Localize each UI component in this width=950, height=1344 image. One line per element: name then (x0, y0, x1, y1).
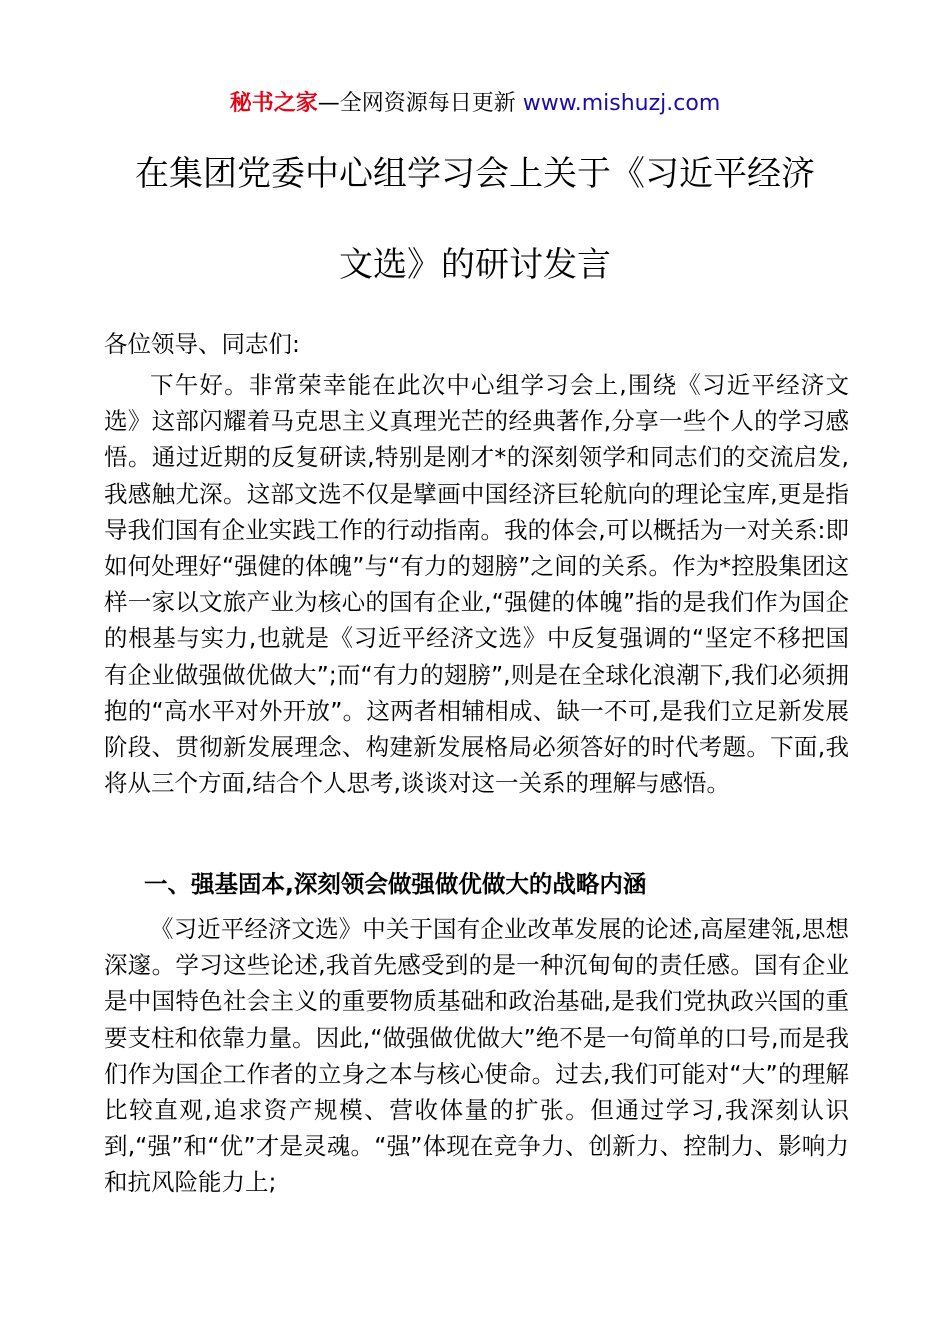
document-title-line-1: 在集团党委中心组学习会上关于《习近平经济 (135, 154, 815, 194)
section-heading-1: 一、强基固本,深刻领会做强做优做大的战略内涵 (144, 870, 647, 898)
salutation: 各位领导、同志们: (104, 330, 300, 358)
site-header (0, 88, 950, 120)
site-url-link[interactable]: www.mishuzj.com (522, 91, 721, 116)
paragraph-section-1: 《习近平经济文选》中关于国有企业改革发展的论述,高屋建瓴,思想深邃。学习这些论述,我首先感受到的是一种沉甸甸的责任感。国有企业是中国特色社会主义的重要物质基础和政治基础,是我们党执政兴国的重要支柱和依靠力量。因此,“做强做优做大”绝不是一句简单的口号,而是我们作为国企工作者的立身之本与核心使命。过去,我们可能对“大”的理解比较直观,追求资产规模、营收体量的扩张。但通过学习,我深刻认识到,“强”和“优”才是灵魂。“强”体现在竞争力、创新力、控制力、影响力和抗风险能力上; (104, 915, 849, 1197)
site-name: 秘书之家 (229, 91, 318, 116)
paragraph-intro: 下午好。非常荣幸能在此次中心组学习会上,围绕《习近平经济文选》这部闪耀着马克思主义真理光芒的经典著作,分享一些个人的学习感悟。通过近期的反复研读,特别是刚才*的深刻领学和同志们的交流启发,我感触尤深。这部文选不仅是擘画中国经济巨轮航向的理论宝库,更是指导我们国有企业实践工作的行动指南。我的体会,可以概括为一对关系:即如何处理好“强健的体魄”与“有力的翅膀”之间的关系。作为*控股集团这样一家以文旅产业为核心的国有企业,“强健的体魄”指的是我们作为国企的根基与实力,也就是《习近平经济文选》中反复强调的“坚定不移把国有企业做强做优做大”;而“有力的翅膀”,则是在全球化浪潮下,我们必须拥抱的“高水平对外开放”。这两者相辅相成、缺一不可,是我们立足新发展阶段、贯彻新发展理念、构建新发展格局必须答好的时代考题。下面,我将从三个方面,结合个人思考,谈谈对这一关系的理解与感悟。 (104, 371, 849, 798)
site-tagline: —全网资源每日更新 (317, 91, 523, 116)
document-title-line-2: 文选》的研讨发言 (339, 245, 611, 285)
